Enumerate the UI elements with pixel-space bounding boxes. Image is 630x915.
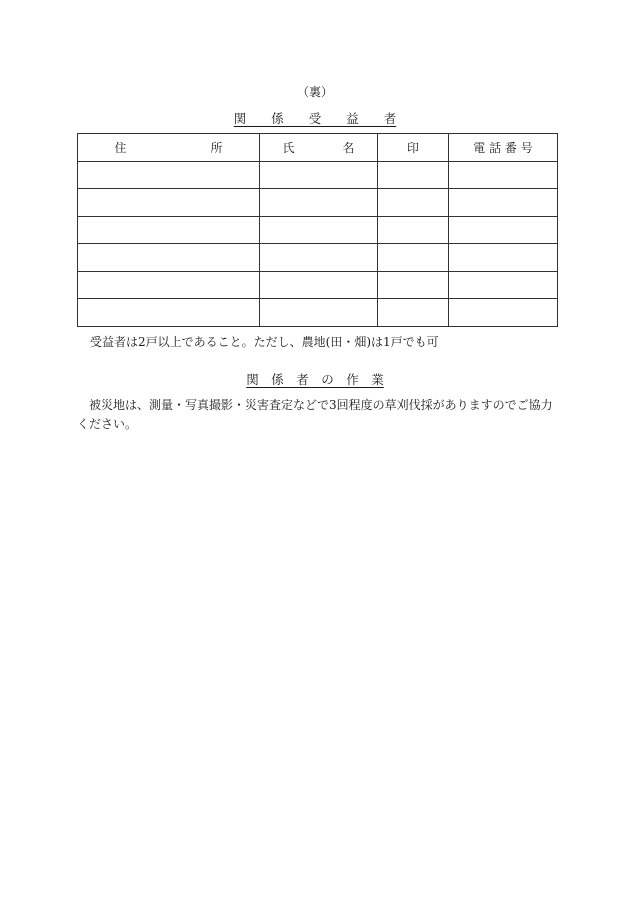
name-cell[interactable]	[260, 161, 378, 189]
name-cell[interactable]	[260, 244, 378, 272]
beneficiary-note: 受益者は2戸以上であること。ただし、農地(田・畑)は1戸でも可	[90, 335, 439, 349]
header-name: 氏 名	[260, 134, 378, 162]
phone-cell[interactable]	[449, 271, 558, 299]
seal-cell[interactable]	[378, 299, 449, 327]
table-row	[78, 271, 558, 299]
table-row	[78, 216, 558, 244]
phone-cell[interactable]	[449, 244, 558, 272]
table-row	[78, 189, 558, 217]
header-phone: 電 話 番 号	[449, 134, 558, 162]
header-seal: 印	[378, 134, 449, 162]
name-cell[interactable]	[260, 271, 378, 299]
address-cell[interactable]	[78, 216, 260, 244]
address-cell[interactable]	[78, 161, 260, 189]
seal-cell[interactable]	[378, 271, 449, 299]
work-description: 被災地は、測量・写真撮影・災害査定などで3回程度の草刈伐採がありますのでご協力ください。	[77, 398, 553, 431]
seal-cell[interactable]	[378, 216, 449, 244]
beneficiaries-table	[77, 133, 558, 327]
table-row	[78, 299, 558, 327]
address-cell[interactable]	[78, 244, 260, 272]
seal-cell[interactable]	[378, 244, 449, 272]
phone-cell[interactable]	[449, 189, 558, 217]
name-cell[interactable]	[260, 216, 378, 244]
seal-cell[interactable]	[378, 189, 449, 217]
section-title-beneficiaries	[0, 109, 630, 127]
header-address: 住 所	[78, 134, 260, 162]
address-cell[interactable]	[78, 189, 260, 217]
name-cell[interactable]	[260, 299, 378, 327]
section-title-beneficiaries-text: 関 係 受 益 者	[233, 111, 397, 126]
section-title-work	[0, 370, 630, 388]
table-row	[78, 161, 558, 189]
table-row	[78, 244, 558, 272]
page-side-label: （裏）	[296, 85, 333, 99]
seal-cell[interactable]	[378, 161, 449, 189]
phone-cell[interactable]	[449, 216, 558, 244]
address-cell[interactable]	[78, 299, 260, 327]
section-title-work-text: 関 係 者 の 作 業	[246, 372, 384, 387]
address-cell[interactable]	[78, 271, 260, 299]
table-header-row	[78, 134, 558, 162]
phone-cell[interactable]	[449, 299, 558, 327]
name-cell[interactable]	[260, 189, 378, 217]
phone-cell[interactable]	[449, 161, 558, 189]
